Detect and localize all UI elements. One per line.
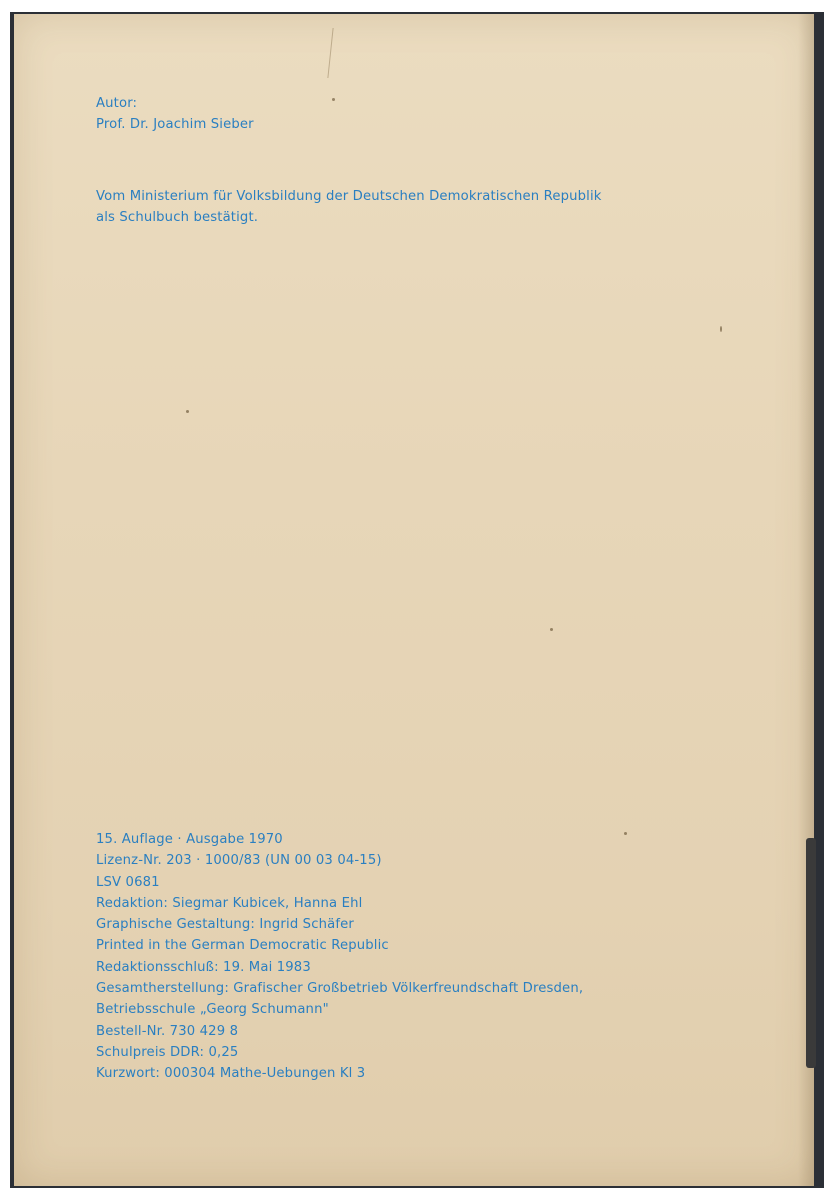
imprint-design: Graphische Gestaltung: Ingrid Schäfer: [96, 917, 354, 933]
approval-line: Vom Ministerium für Volksbildung der Deutschen Demokratischen Republik: [96, 189, 602, 204]
author-name: Prof. Dr. Joachim Sieber: [96, 117, 254, 133]
paper-speck: [550, 628, 553, 631]
imprint-price: Schulpreis DDR: 0,25: [96, 1044, 239, 1060]
paper-speck: [186, 410, 189, 413]
imprint-order-number: Bestell-Nr. 730 429 8: [96, 1023, 239, 1039]
author-block: [96, 93, 254, 136]
binding-shadow: [806, 838, 816, 1068]
paper-speck: [332, 98, 335, 101]
page-crease: [327, 28, 349, 78]
paper-speck: [720, 326, 722, 332]
imprint-deadline: Redaktionsschluß: 19. Mai 1983: [96, 959, 311, 975]
imprint-production: Gesamtherstellung: Grafischer Großbetrieb Völkerfreundschaft Dresden,: [96, 981, 584, 997]
approval-line: als Schulbuch bestätigt.: [96, 210, 259, 226]
imprint-block: [96, 829, 583, 1085]
imprint-school: Betriebsschule „Georg Schumann": [96, 1002, 329, 1018]
imprint-keyword: Kurzwort: 000304 Mathe-Uebungen Kl 3: [96, 1066, 366, 1082]
imprint-edition: 15. Auflage · Ausgabe 1970: [96, 832, 283, 847]
author-label: Autor:: [96, 96, 138, 111]
approval-block: [96, 186, 602, 229]
paper-speck: [624, 832, 627, 835]
imprint-lsv: LSV 0681: [96, 874, 160, 890]
imprint-editors: Redaktion: Siegmar Kubicek, Hanna Ehl: [96, 895, 363, 911]
imprint-license: Lizenz-Nr. 203 · 1000/83 (UN 00 03 04-15): [96, 853, 382, 869]
imprint-printed-in: Printed in the German Democratic Republic: [96, 938, 389, 954]
